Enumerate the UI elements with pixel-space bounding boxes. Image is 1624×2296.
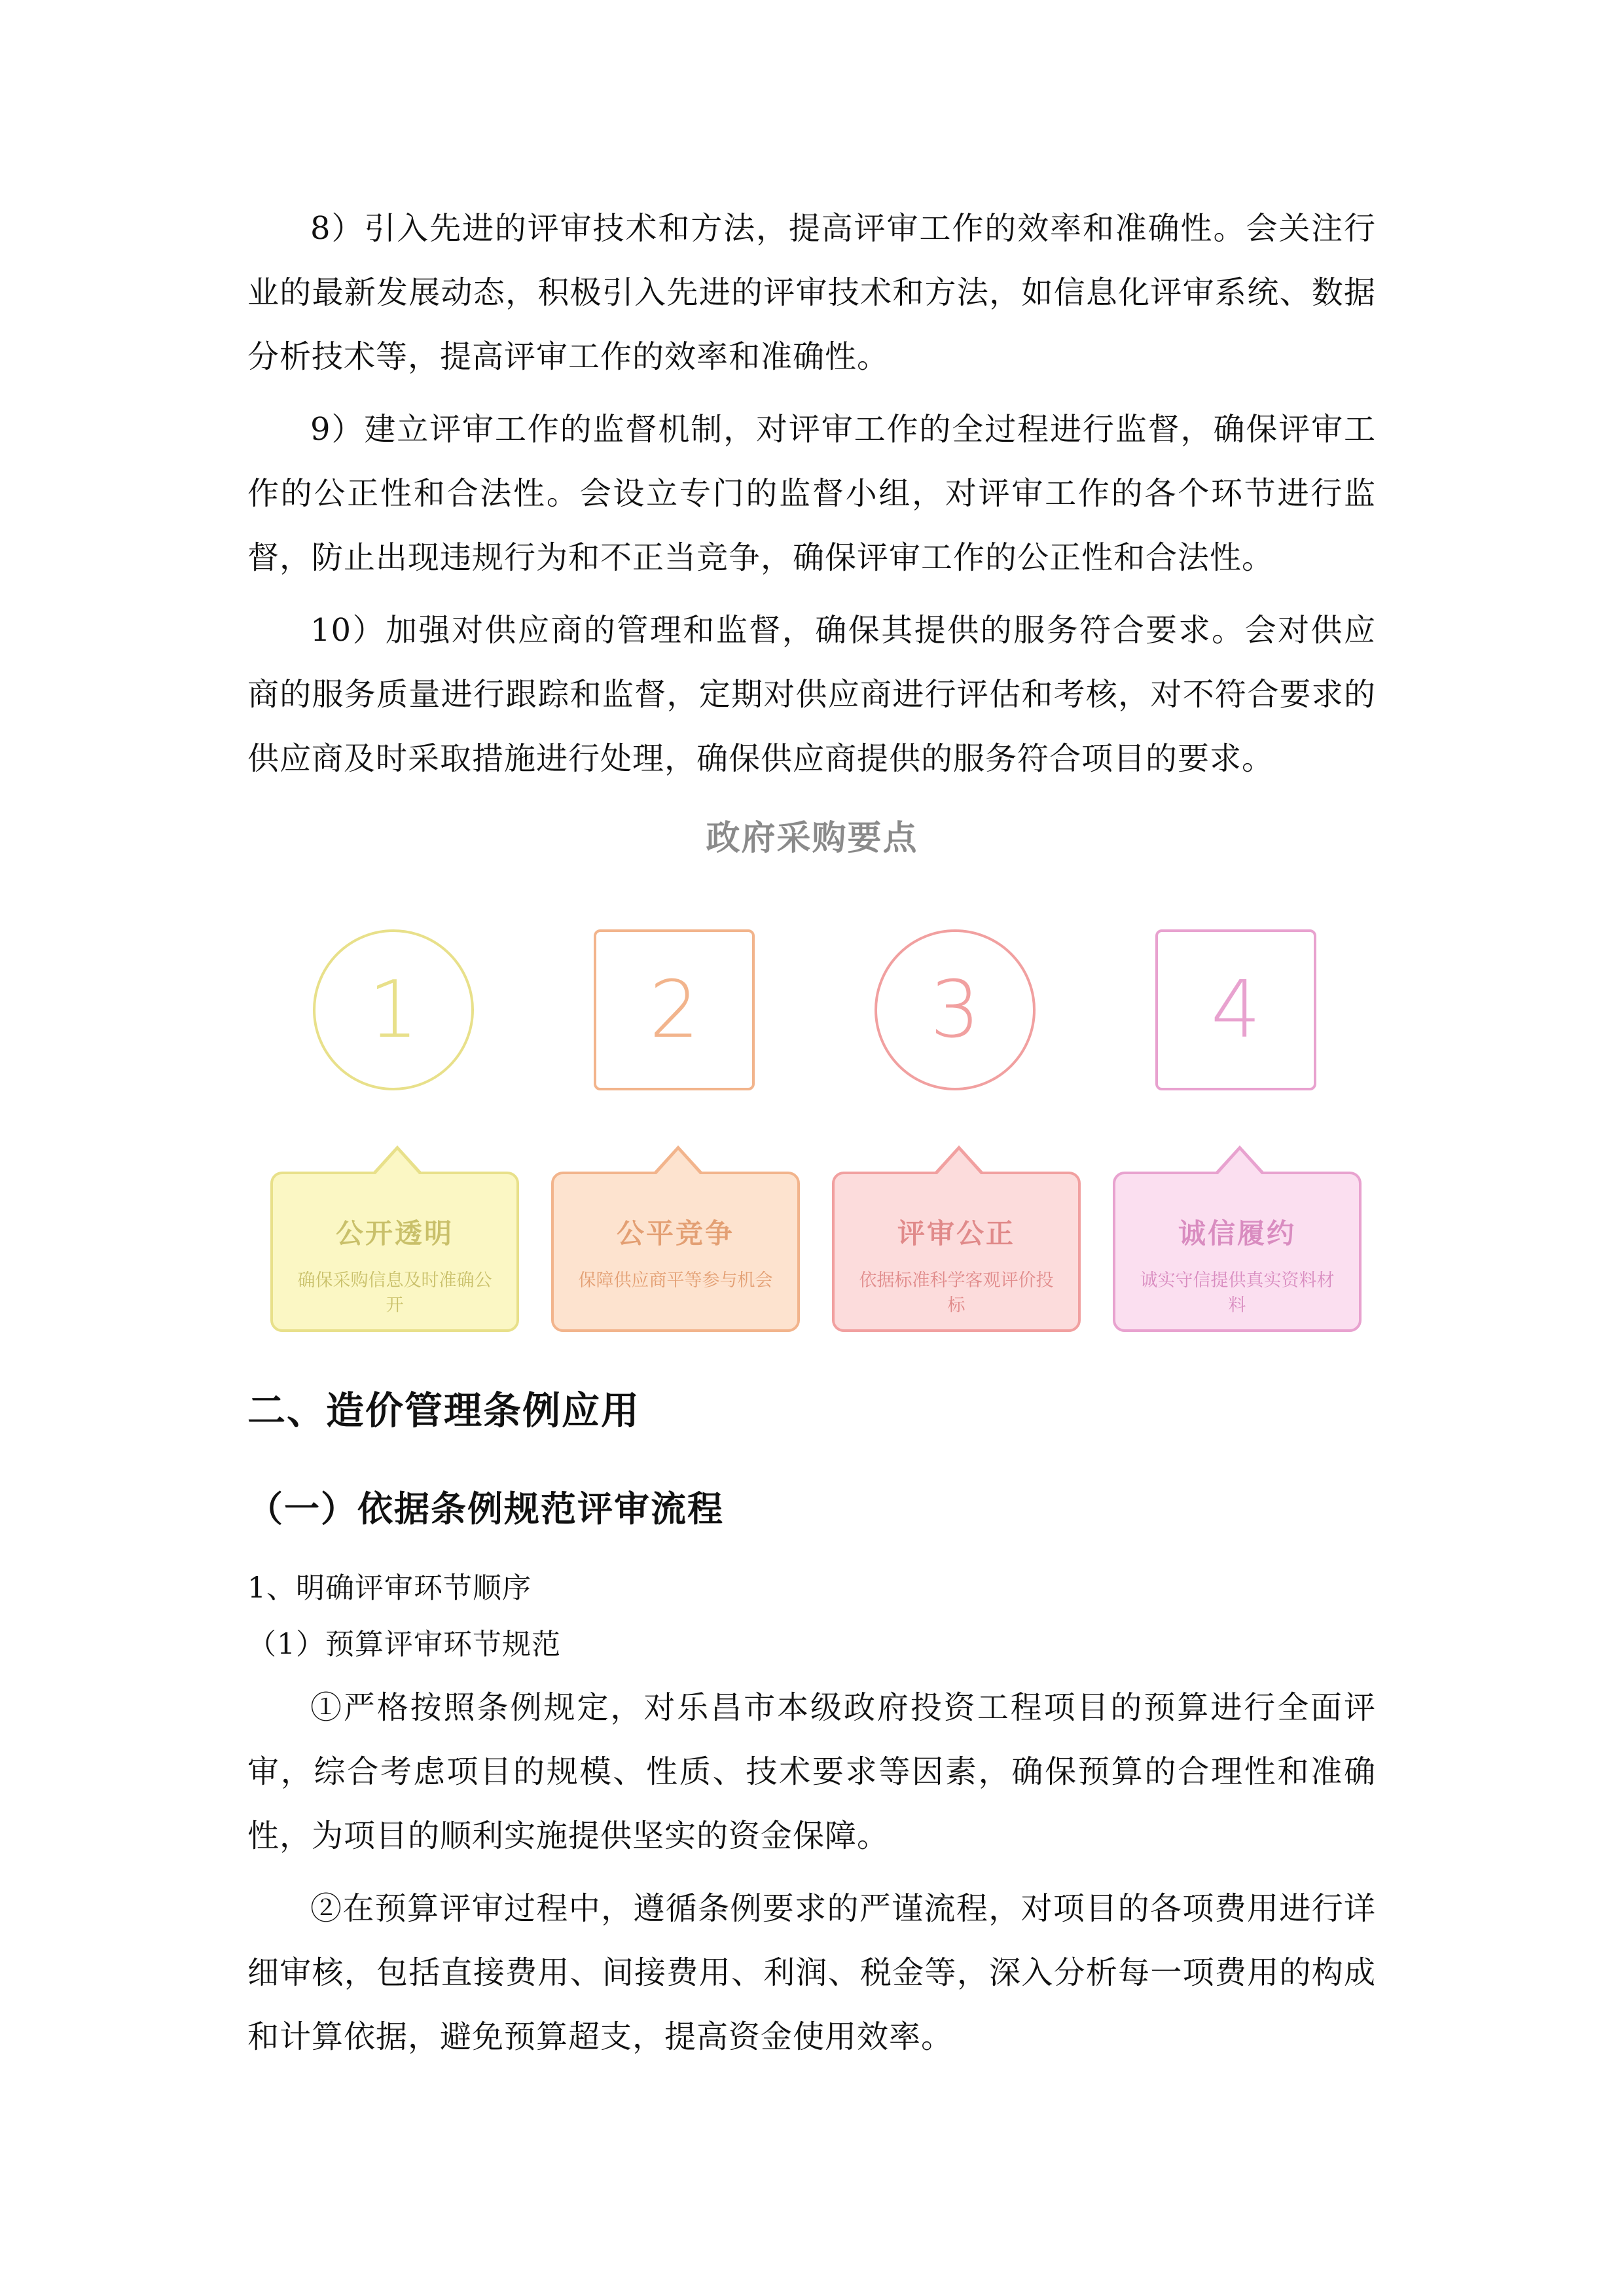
figure-item-3	[832, 929, 1081, 1332]
figure-callout-title: 公平竞争	[616, 1217, 734, 1249]
figure-callout-1	[270, 1172, 519, 1332]
figure-callout-title: 诚信履约	[1178, 1217, 1296, 1249]
figure-callout-title: 评审公正	[897, 1217, 1015, 1249]
item-heading-1: 1、明确评审环节顺序	[247, 1571, 532, 1605]
figure-callout-desc: 依据标准科学客观评价投标	[859, 1270, 1054, 1316]
figure-callout-desc: 诚实守信提供真实资料材料	[1140, 1270, 1335, 1316]
figure-title: 政府采购要点	[706, 819, 918, 858]
figure-callout-3	[832, 1172, 1081, 1332]
figure-callout-title: 公开透明	[335, 1217, 454, 1249]
figure-number-1: 1	[313, 929, 474, 1090]
item-heading-1-1: （1）预算评审环节规范	[247, 1628, 561, 1661]
paragraph-9: 9）建立评审工作的监督机制，对评审工作的全过程进行监督，确保评审工作的公正性和合法性。会设立专门的监督小组，对评审工作的各个环节进行监督，防止出现违规行为和不正当竞争，确保评审工作的公正性和合法性。	[247, 411, 1376, 576]
figure-item-4	[1113, 929, 1362, 1332]
paragraph-budget-2: ②在预算评审过程中，遵循条例要求的严谨流程，对项目的各项费用进行详细审核，包括直接费用、间接费用、利润、税金等，深入分析每一项费用的构成和计算依据，避免预算超支，提高资金使用效率。	[247, 1890, 1376, 2055]
figure-number-4: 4	[1155, 929, 1316, 1090]
section-heading: 二、造价管理条例应用	[247, 1388, 641, 1433]
figure-item-1	[270, 929, 519, 1332]
figure-number-2: 2	[594, 929, 755, 1090]
figure-number-3: 3	[875, 929, 1036, 1090]
figure-callout-desc: 保障供应商平等参与机会	[578, 1270, 773, 1291]
figure-item-2	[551, 929, 800, 1332]
figure-callout-desc: 确保采购信息及时准确公开	[297, 1270, 492, 1316]
paragraph-budget-1: ①严格按照条例规定，对乐昌市本级政府投资工程项目的预算进行全面评审，综合考虑项目的规模、性质、技术要求等因素，确保预算的合理性和准确性，为项目的顺利实施提供坚实的资金保障。	[247, 1689, 1376, 1854]
paragraph-8: 8）引入先进的评审技术和方法，提高评审工作的效率和准确性。会关注行业的最新发展动态，积极引入先进的评审技术和方法，如信息化评审系统、数据分析技术等，提高评审工作的效率和准确性。	[247, 210, 1376, 375]
paragraph-10: 10）加强对供应商的管理和监督，确保其提供的服务符合要求。会对供应商的服务质量进行跟踪和监督，定期对供应商进行评估和考核，对不符合要求的供应商及时采取措施进行处理，确保供应商提供的服务符合项目的要求。	[247, 612, 1376, 777]
subsection-heading: （一）依据条例规范评审流程	[247, 1488, 724, 1530]
figure-callout-2	[551, 1172, 800, 1332]
figure-callout-4	[1113, 1172, 1362, 1332]
